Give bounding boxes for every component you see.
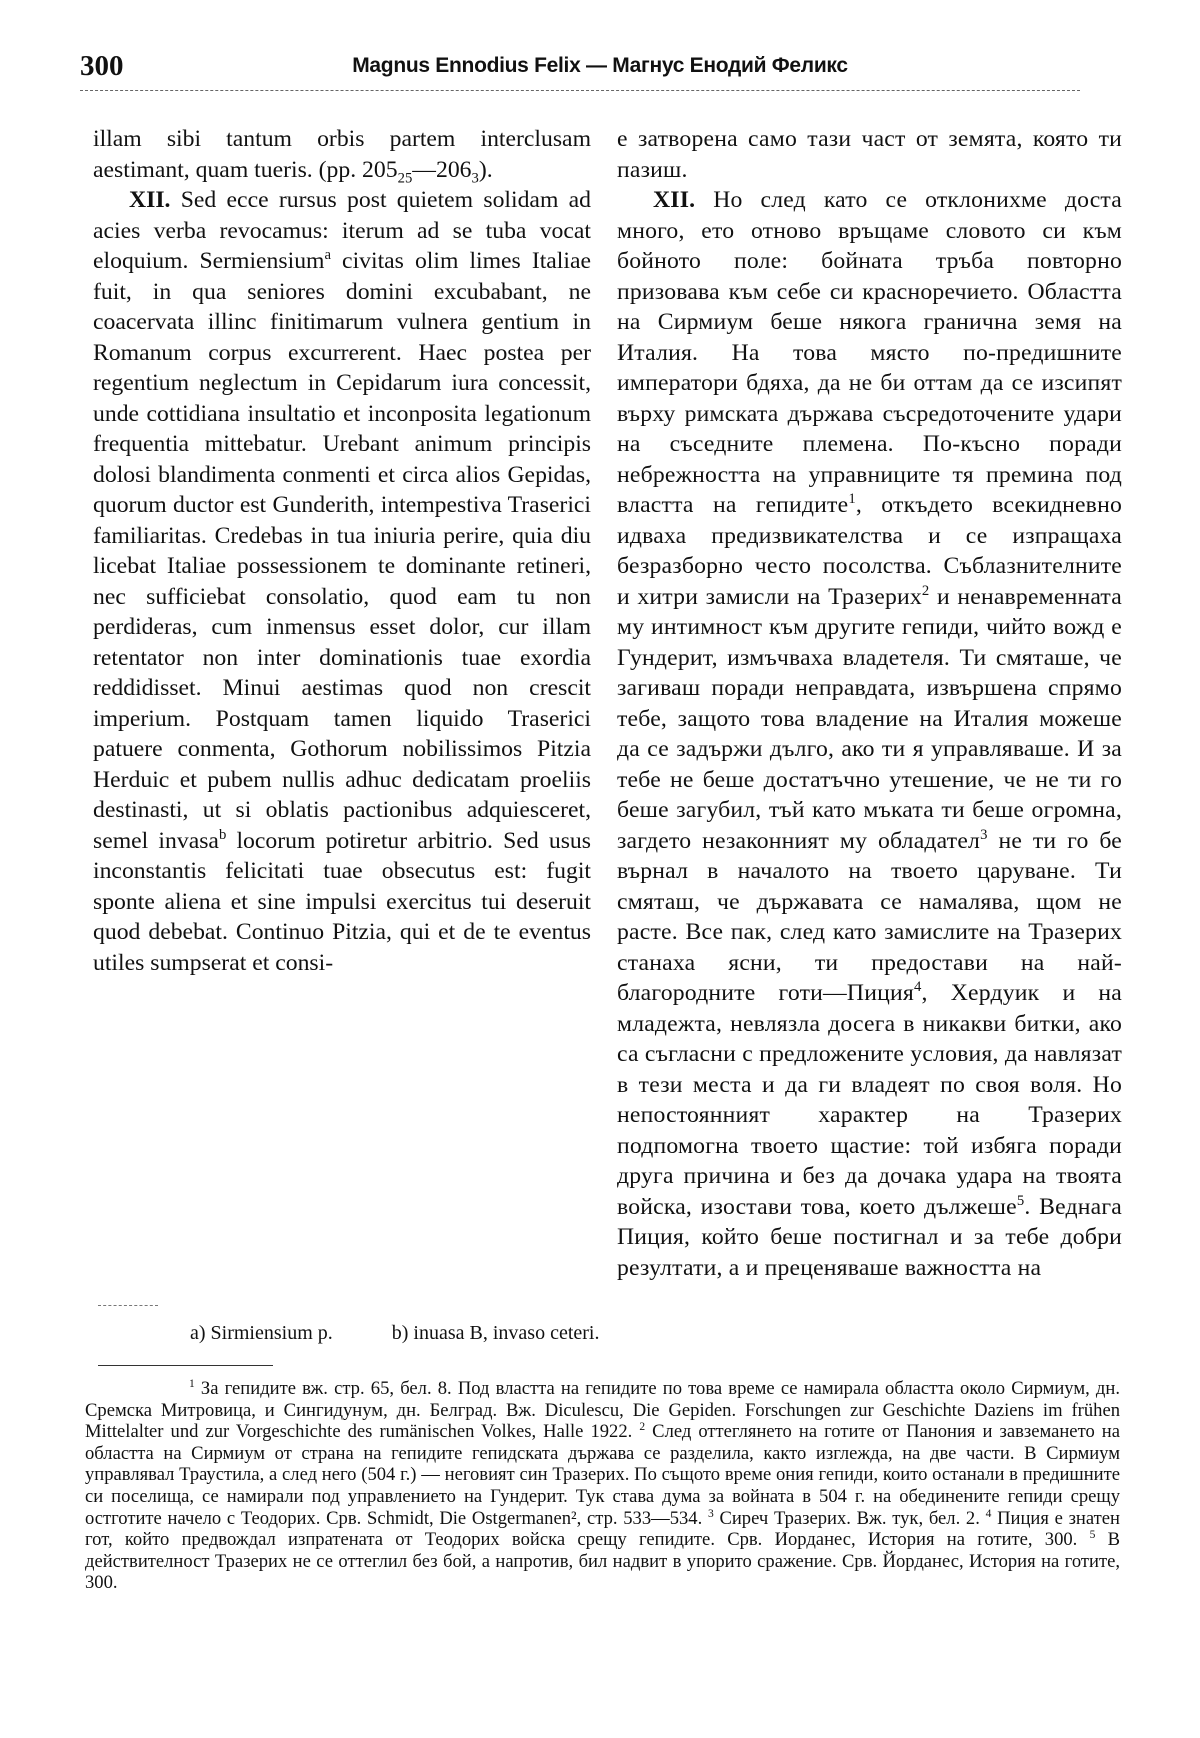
footnote-4: Пиция е знатен гот, който предвождал изпратената от Теодорих войска срещу гепидите. Срв. Иорданес, История на готите, 300.	[85, 1507, 1120, 1551]
footnote-block: $^1$ За гепидите вж. стр. 65, бел. 8. Под властта на гепидите по това време се намирала областта около Сирмиум, дн. Сремска Митровица, и Сингидунум, дн. Белград. Вж. Diculescu, Die Gepiden. Forschungen zur Geschichte Daziens im frühen Mittelalter und zur Vorgeschichte des rumänischen Volkes, Halle 1922. $^2$ След оттеглянето на готите от Панония и завземането на областта на Сирмиум от страна на гепидите гепидската държава се разделила, както изглежда, на две части. В Сирмиум управлявал Траустила, а след него (504 г.) — неговият син Тразерих. По същото време ония гепиди, които останали в предишните си поселища, се намирали под управлението на Гундерит. Тук става дума за войната в 504 г. на обединените гепиди срещу остготите начело с Теодорих. Срв. Schmidt, Die Ostgermanen², стр. 533—534. $^3$ Сиреч Тразерих. Вж. тук, бел. 2. $^4$ Пиция е знатен гот, който предвождал изпратената от Теодорих войска срещу гепидите. Срв. Иорданес, История на готите, 300. $^5$ В действителност Тразерих не се оттеглил без бой, а напротив, бил надвит в упорито сражение. Срв. Йорданес, История на готите, 300.	[85, 1377, 1120, 1594]
footnotes	[85, 1378, 1120, 1594]
footnote-5: В действителност Тразерих не се оттеглил без бой, а напротив, бил надвит в упорито сражение. Срв. Йорданес, История на готите, 300.	[85, 1529, 1120, 1594]
footnote-ref: 3	[980, 826, 988, 843]
page-header	[80, 50, 1120, 90]
latin-section-xii: XII. Sed ecce rursus post quietem solidam ad acies verba revocamus: iterum ad se tuba vocat eloquium. Sermiensium$^a$ civitas olim limes Italiae fuit, in qua seniores domini excubabant, ne coacervata illinc finitimarum vulnera gentium in Romanum corpus excurrerent. Haec postea per regentium neglectum in Cepidarum iura concessit, unde cottidiana insultatio et inconposita legationum frequentia mittebatur. Urebant animum principis dolosi blandimenta conmenti et circa alios Gepidas, quorum ductor est Gunderith, intempestiva Traserici familiaritas. Credebas in tua iniuria perire, quia diu licebat Italiae possessionem te dominante retineri, nec sufficiebat consolatio, quod eam tu non perdideras, cum inmensus esset dolor, cur illam retentator non inter dominationis tuae exordia reddidisset. Minui aestimas quod non crescit imperium. Postquam tamen liquido Traserici patuere conmenta, Gothorum nobilissimos Pitzia Herduic et pubem nullis adhuc dedicatam proeliis destinasti, ut si oblatis pactionibus adquiesceret, semel invasa$^b$ locorum potiretur arbitrio. Sed usus inconstantis felicitati tuae obsecutus est: fugit sponte aliena et sine impulsi exercitus tui deseruit quod debebat. Continuo Pitzia, qui et de te eventus utiles sumpserat et consi-	[93, 187, 591, 976]
bulgarian-paragraph: е затворена само тази част от земята, която ти пазиш.	[617, 126, 1122, 183]
footnote-3: Сиреч Тразерих. Вж. тук, бел. 2.	[713, 1507, 986, 1529]
footnote-rule	[98, 1365, 273, 1366]
page-number: 300	[80, 50, 124, 82]
footnote-ref: 2	[921, 582, 930, 599]
bulgarian-section-xii: XII. Но след като се отклонихме доста много, ето отново връщаме словото си към бойното поле: бойната тръба повторно призовава към себе си красноречието. Областта на Сирмиум беше някога гранична земя на Италия. На това място по-предишните императори бдяха, да не би оттам да се изсипят върху римската държава съсредоточените удари на съседните племена. По-късно поради небрежността на управниците тя премина под властта на гепидите$^1$, откъдето всекидневно идваха предизвикателства и се изпращаха безразборно често посолства. Съблазнителните и хитри замисли на Тразерих$^2$ и ненавременната му интимност към другите гепиди, чийто вожд е Гундерит, измъчваха владетеля. Ти смяташе, че загиваш поради неправдата, извършена спрямо тебе, защото това владение на Италия можеше да се задържи дълго, ако ти я управляваше. И за тебе не беше достатъчно утешение, че не ти го беше загубил, тъй като мъката ти беше огромна, загдето незаконният му обладател$^3$ не ти го бе върнал в началото на твоето царуване. Ти смяташ, че държавата се намалява, щом не расте. Все пак, след като замислите на Тразерих станаха ясни, ти предостави на най-благородните готи—Пиция$^4$, Хердуик и на младежта, невлязла досега в никакви битки, ако са съгласни с предложените условия, да навлязат в тези места и да ги владеят по своя воля. Но непостоянният характер на Тразерих подпомогна твоето щастие: той избяга поради друга причина и без да дочака удара на твоята войска, изостави това, което дължеше$^5$. Веднага Пиция, който беше постигнал и за тебе добри резултати, а и преценяваше важността на	[617, 187, 1123, 1281]
apparatus-note-a: a) Sirmiensium p.	[190, 1322, 333, 1344]
footnote-ref: 4	[913, 979, 922, 996]
apparatus-mark: b	[218, 826, 227, 843]
apparatus-rule	[98, 1305, 158, 1306]
latin-paragraph: illam sibi tantum orbis partem interclusam aestimant, quam tueris. (pp. $205_{25}—206_3$).	[93, 126, 591, 187]
latin-column	[93, 124, 591, 978]
bulgarian-column	[617, 124, 1122, 1283]
section-number: XII.	[653, 187, 696, 213]
footnote-ref: 1	[848, 491, 856, 508]
footnote-2: След оттеглянето на готите от Панония и завземането на областта на Сирмиум от страна на гепидите гепидската държава се разделила, както изглежда, на две части. В Сирмиум управлявал Траустила, а след него (504 г.) — неговият син Тразерих. По същото време ония гепиди, които останали в предишните си поселища, се намирали под управлението на Гундерит. Тук става дума за войната в 504 г. на обединените гепиди срещу остготите начело с Теодорих. Срв. Schmidt, Die Ostgermanen², стр. 533—534.	[85, 1421, 1120, 1529]
apparatus-mark: a	[324, 247, 331, 264]
footnote-ref: 5	[1016, 1192, 1025, 1209]
header-rule	[80, 90, 1080, 91]
section-number: XII.	[129, 187, 171, 213]
running-title: Magnus Ennodius Felix — Магнус Енодий Феликс	[352, 54, 848, 77]
critical-apparatus	[190, 1322, 653, 1345]
footnote-1: За гепидите вж. стр. 65, бел. 8. Под властта на гепидите по това време се намирала областта около Сирмиум, дн. Сремска Митровица, и Сингидунум, дн. Белград. Вж. Diculescu, Die Gepiden. Forschungen zur Geschichte Daziens im frühen Mittelalter und zur Vorgeschichte des rumänischen Volkes, Halle 1922.	[85, 1378, 1120, 1443]
apparatus-note-b: b) inuasa B, invaso ceteri.	[391, 1322, 600, 1344]
